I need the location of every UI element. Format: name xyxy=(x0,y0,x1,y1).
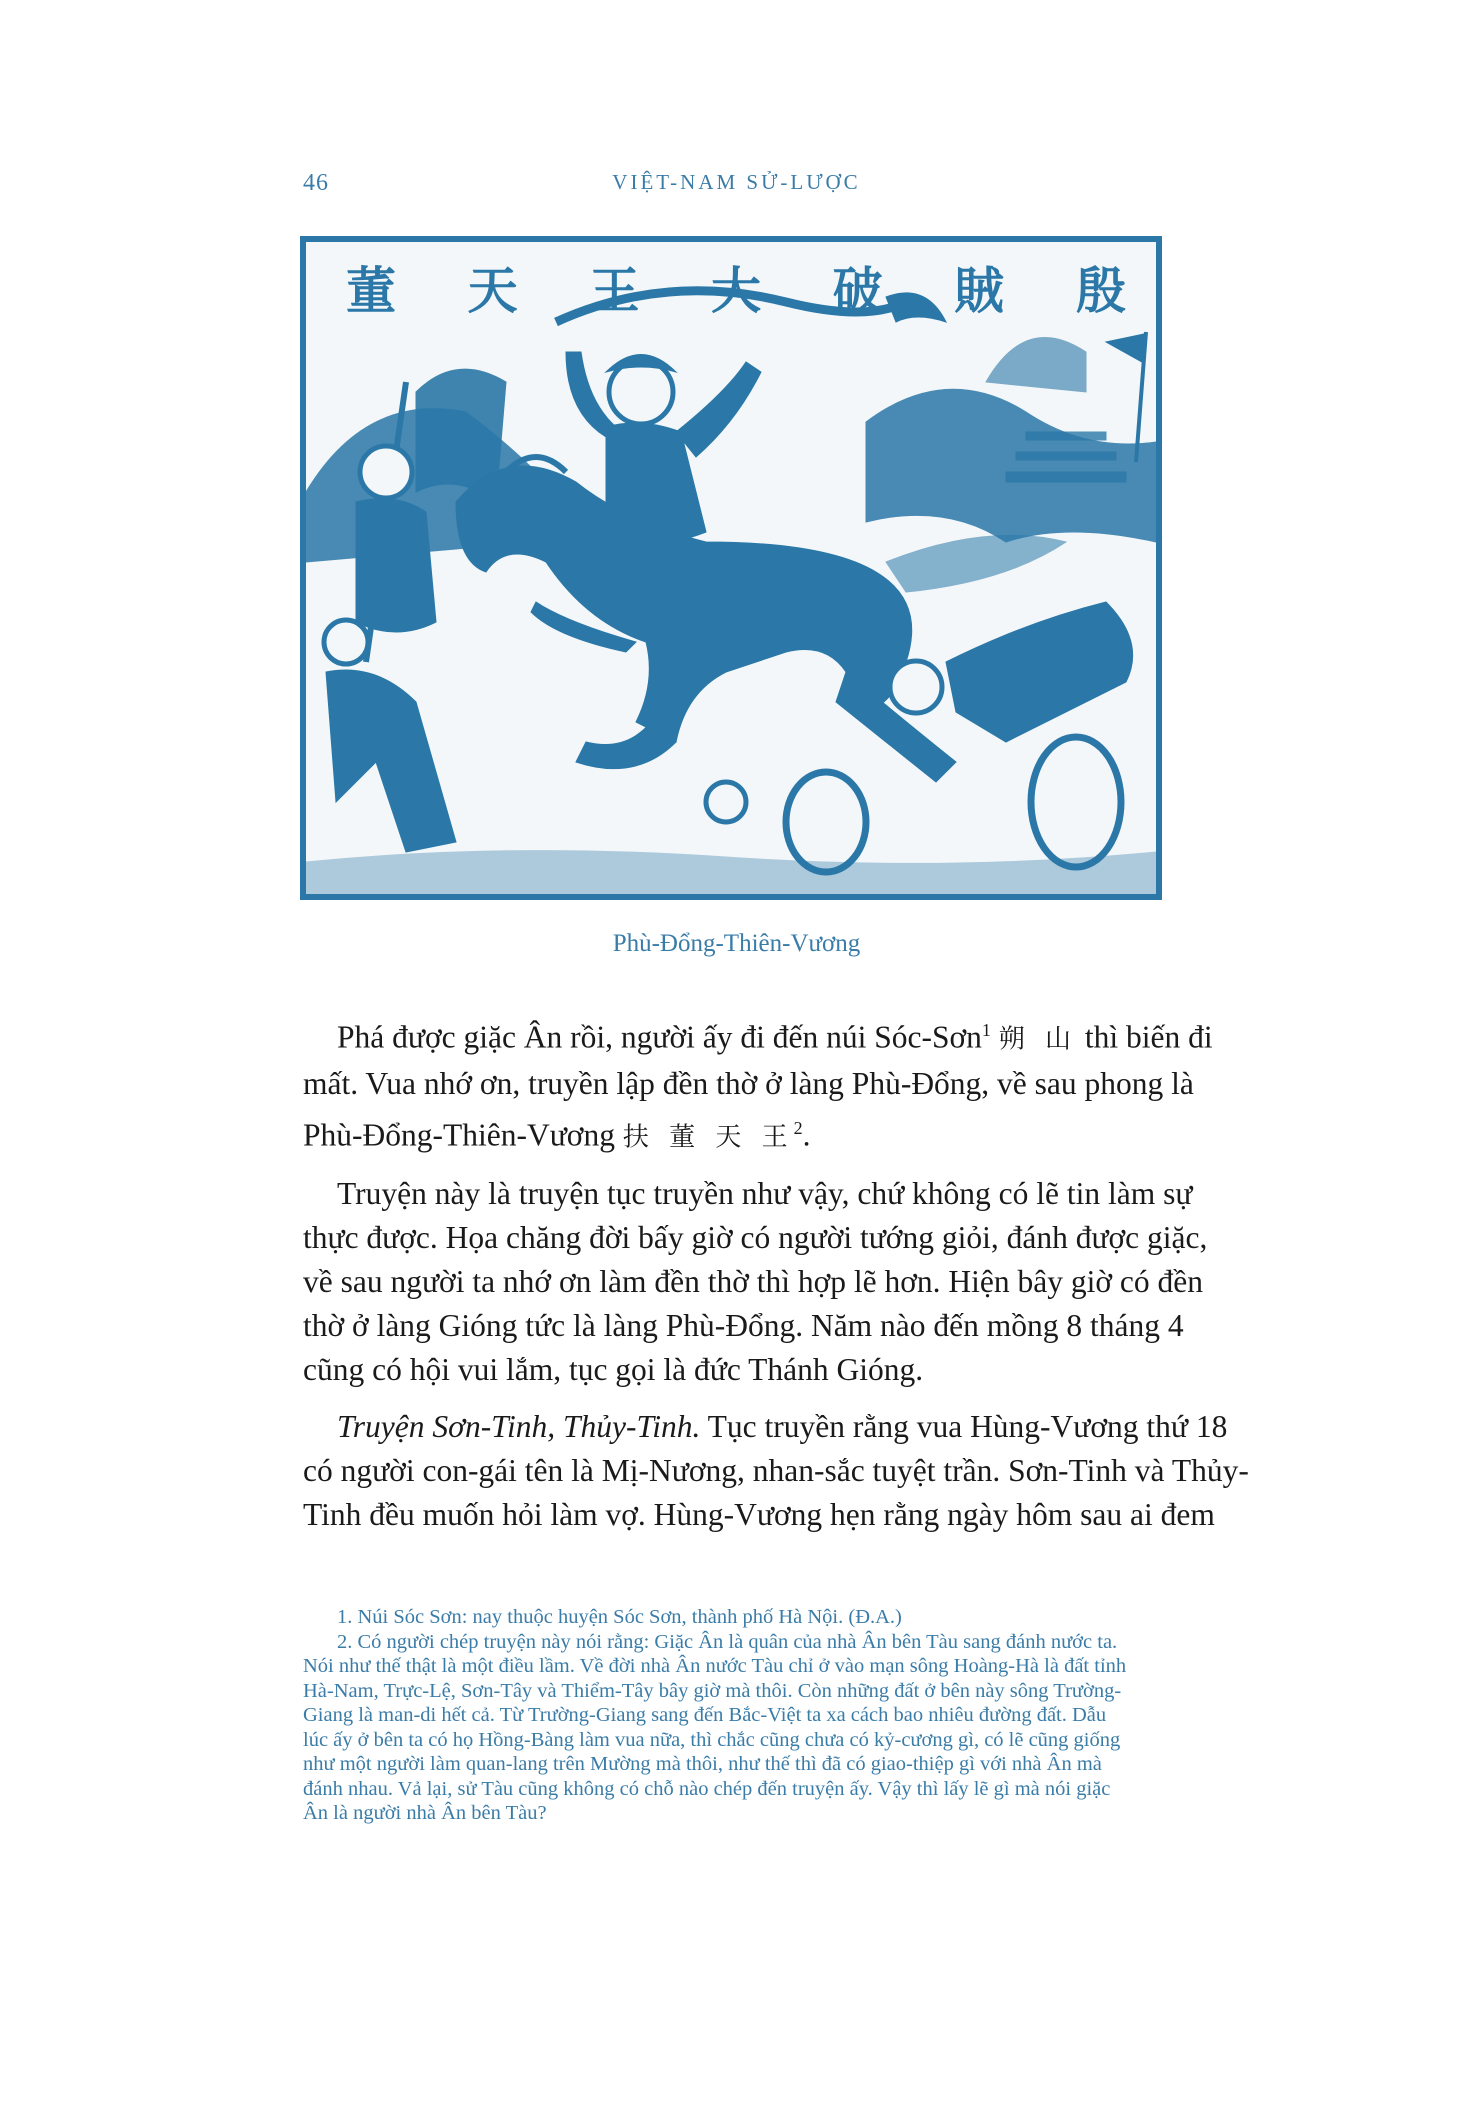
paragraph-3 xyxy=(303,1405,1285,1537)
enemy-head-3 xyxy=(890,661,942,713)
body-text xyxy=(303,1008,1285,1550)
text-span: Phù-Đổng-Thiên-Vương xyxy=(303,1117,623,1152)
banner-char: 董 xyxy=(346,261,396,320)
banner-char: 大 xyxy=(710,261,761,320)
war-banner xyxy=(416,369,506,502)
footnote-1: 1. Núi Sóc Sơn: nay thuộc huyện Sóc Sơn, thành phố Hà Nội. (Đ.A.) xyxy=(337,1606,902,1628)
banner-char: 賊 xyxy=(954,261,1005,320)
ground xyxy=(306,851,1156,894)
enemy-body-1 xyxy=(356,499,436,632)
text-line xyxy=(303,1106,1285,1160)
horse-tail xyxy=(886,535,1066,592)
footnotes xyxy=(303,1605,1285,1826)
shield-2 xyxy=(1031,737,1121,867)
footnote-2-line: Hà-Nam, Trực-Lệ, Sơn-Tây và Thiểm-Tây bây giờ mà thôi. Còn những đất ở bên này sông Trường- xyxy=(303,1679,1122,1702)
footnote-2-line: Giang là man-di hết cả. Từ Trường-Giang sang đến Bắc-Việt ta xa cách bao nhiêu đường đất. Dẫu xyxy=(303,1704,1107,1726)
banner-char: 天 xyxy=(467,261,518,320)
enemy-head-4 xyxy=(706,782,746,822)
enemy-body-3 xyxy=(946,602,1133,742)
text-line: thờ ở làng Gióng tức là làng Phù-Đổng. Năm nào đến mồng 8 tháng 4 xyxy=(303,1308,1184,1343)
woodcut-illustration xyxy=(300,236,1162,900)
footnote-2-line: lúc ấy ở bên ta có họ Hồng-Bàng làm vua nữa, thì chắc cũng chưa có kỷ-cương gì, có lẽ cũng giống xyxy=(303,1728,1121,1751)
cjk-text: 朔 山 xyxy=(998,1024,1078,1055)
story-title: Truyện Sơn-Tinh, Thủy-Tinh. xyxy=(337,1409,701,1444)
text-line: về sau người ta nhớ ơn làm đền thờ thì hợp lẽ hơn. Hiện bây giờ có đền xyxy=(303,1264,1204,1299)
figure-caption: Phù-Đổng-Thiên-Vương xyxy=(612,930,861,957)
running-title: VIỆT-NAM SỬ-LƯỢC xyxy=(612,170,861,194)
text-line: có người con-gái tên là Mị-Nương, nhan-sắc tuyệt trần. Sơn-Tinh và Thủy- xyxy=(303,1453,1249,1488)
text-line: Truyện này là truyện tục truyền như vậy, chứ không có lẽ tin làm sự xyxy=(337,1176,1193,1211)
enemy-head-1 xyxy=(360,446,412,498)
shield-1 xyxy=(786,772,866,872)
text-span: . xyxy=(802,1117,811,1152)
page-header xyxy=(0,170,1473,200)
paragraph-2 xyxy=(303,1172,1285,1392)
cjk-text: 扶 董 天 王 xyxy=(622,1122,794,1152)
text-line: mất. Vua nhớ ơn, truyền lập đền thờ ở làng Phù-Đổng, về sau phong là xyxy=(303,1065,1194,1101)
text-span: thì biến đi xyxy=(1077,1019,1213,1055)
text-line: cũng có hội vui lắm, tục gọi là đức Thánh Gióng. xyxy=(303,1352,924,1387)
page-number: 46 xyxy=(303,170,329,196)
flag xyxy=(1106,334,1144,362)
banner-char: 殷 xyxy=(1075,261,1126,320)
footnote-2-line: đánh nhau. Vả lại, sử Tàu cũng không có chỗ nào chép đến truyện ấy. Vậy thì lấy lẽ gì mà nói giặc xyxy=(303,1777,1111,1800)
text-line xyxy=(303,1405,1285,1449)
footnote-ref-2: 2 xyxy=(793,1117,803,1138)
footnote-2-line: 2. Có người chép truyện này nói rằng: Giặc Ân là quân của nhà Ân bên Tàu sang đánh nước ta. xyxy=(337,1630,1118,1653)
mountain-right xyxy=(866,389,1156,542)
text-line xyxy=(303,1008,1285,1062)
text-span: Tục truyền rằng vua Hùng-Vương thứ 18 xyxy=(700,1409,1228,1444)
enemy-body-2 xyxy=(326,670,456,852)
text-line: Tinh đều muốn hỏi làm vợ. Hùng-Vương hẹn rằng ngày hôm sau ai đem xyxy=(303,1497,1215,1532)
banner-char: 破 xyxy=(832,261,883,320)
footnote-ref-1: 1 xyxy=(981,1020,991,1040)
paragraph-1 xyxy=(303,1008,1285,1159)
footnote-2-line: Ân là người nhà Ân bên Tàu? xyxy=(303,1802,547,1824)
text-span: Phá được giặc Ân rồi, người ấy đi đến núi Sóc-Sơn xyxy=(337,1019,982,1055)
footnote-2-line: như một người làm quan-lang trên Mường mà thôi, như thế thì đã có giao-thiệp gì với nhà Ân mà xyxy=(303,1753,1102,1775)
rider-head xyxy=(609,360,673,424)
text-line: thực được. Họa chăng đời bấy giờ có người tướng giỏi, đánh được giặc, xyxy=(303,1220,1208,1255)
banner-inscription xyxy=(346,252,1126,322)
rider-arm xyxy=(676,362,761,457)
banner-char: 王 xyxy=(589,261,640,320)
battle-scene xyxy=(306,242,1156,894)
cloud xyxy=(986,337,1086,392)
enemy-head-2 xyxy=(324,620,368,664)
footnote-2-line: Nói như thế thật là một điều lầm. Về đời nhà Ân nước Tàu chỉ ở vào mạn sông Hoàng-Hà là đất tỉnh xyxy=(303,1655,1127,1677)
